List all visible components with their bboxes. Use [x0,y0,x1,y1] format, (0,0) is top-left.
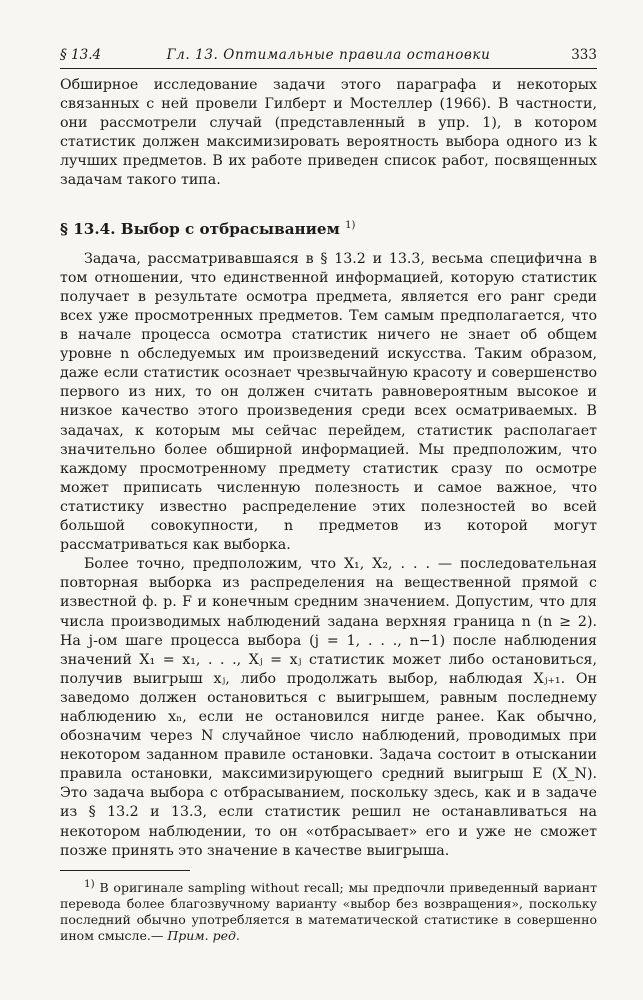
page-body [60,76,597,945]
footnote-rule [60,870,190,871]
footnote [60,876,597,945]
paragraph-1: Задача, рассматривавшаяся в § 13.2 и 13.3, весьма специфична в том отношении, что единственной информацией, которую статистик получает в результате осмотра предмета, является его ранг среди всех уже просмотренных предметов. Тем самым предполагается, что в начале процесса осмотра статистик ничего не знает об общем уровне n обследуемых им произведений искусства. Таким образом, даже если статистик осознает чрезвычайную красоту и совершенство первого из них, то он должен считать равновероятным высокое и низкое качество этого произведения среди всех осматриваемых. В задачах, к которым мы сейчас перейдем, статистик располагает значительно более обширной информацией. Мы предположим, что каждому просмотренному предмету статистик сразу по осмотре может приписать численную полезность и самое важное, что статистику известно распределение этих полезностей во всей большой совокупности, n предметов из которой могут рассматриваться как выборка. [60,250,597,554]
header-chapter-title: Гл. 13. Оптимальные правила остановки [166,47,491,63]
footnote-mark: 1) [84,877,95,890]
page-number: 333 [571,47,597,63]
header-section-number: § 13.4 [60,47,102,63]
paragraph-2: Более точно, предположим, что X₁, X₂, . . . — последовательная повторная выборка из распределения на вещественной прямой с известной ф. р. F и конечным средним значением. Допустим, что для числа производимых наблюдений задана верхняя граница n (n ≥ 2). На j-ом шаге процесса выбора (j = 1, . . ., n−1) после наблюдения значений X₁ = x₁, . . ., Xⱼ = xⱼ статистик может либо остановиться, получив выигрыш xⱼ, либо продолжать выбор, наблюдая Xⱼ₊₁. Он заведомо должен остановиться с выигрышем, равным последнему наблюдению xₙ, если не остановился нигде ранее. Как обычно, обозначим через N случайное число наблюдений, проводимых при некотором заданном правиле остановки. Задача состоит в отыскании правила остановки, максимизирующего средний выигрыш E (X_N). Это задача выбора с отбрасыванием, поскольку здесь, как и в задаче из § 13.2 и 13.3, если статистик решил не останавливаться на некотором наблюдении, то он «отбрасывает» его и уже не сможет позже принять это значение в качестве выигрыша. [60,556,597,859]
section-heading-text: § 13.4. Выбор с отбрасыванием [60,219,340,238]
intro-paragraph: Обширное исследование задачи этого параграфа и некоторых связанных с ней провели Гилберт и Мостеллер (1966). В частности, они рассмотрели случай (представленный в упр. 1), в котором статистик должен максимизировать вероятность выбора одного из k лучших предметов. В их работе приведен список работ, посвященных задачам такого типа. [60,77,597,189]
section-heading-footnote-mark: 1) [345,219,356,231]
section-heading [60,216,597,239]
running-header [60,44,597,69]
footnote-editor-note: Прим. ред. [167,928,240,944]
footnote-text: В оригинале sampling without recall; мы предпочли приведенный вариант перевода более благозвучному варианту «выбор без возвращения», поскольку последний обычно употребляется в математической статистике в совершенно ином смысле.— [60,879,597,944]
